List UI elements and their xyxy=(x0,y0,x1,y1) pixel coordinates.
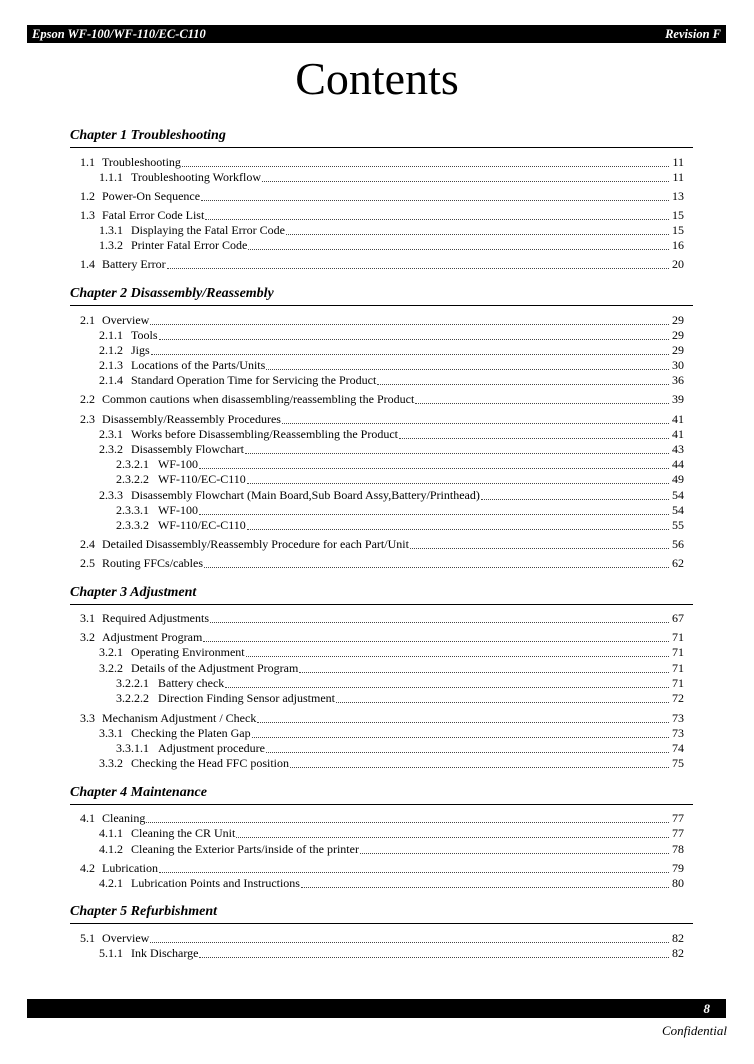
dot-leader xyxy=(199,468,669,469)
toc-entry-title: Disassembly/Reassembly Procedures xyxy=(102,412,281,426)
dot-leader xyxy=(301,887,669,888)
toc-entry-number: 1.4 xyxy=(80,257,95,271)
toc-entry-number: 2.3 xyxy=(80,412,95,426)
toc-entry-number: 2.2 xyxy=(80,392,95,406)
dot-leader xyxy=(336,702,669,703)
toc-entry[interactable] xyxy=(0,861,684,876)
toc-entry-number: 1.1.1 xyxy=(99,170,123,184)
toc-entry[interactable] xyxy=(0,726,684,741)
chapter-heading[interactable]: Chapter 3 Adjustment xyxy=(70,585,693,605)
toc-entry-title: Standard Operation Time for Servicing the Product xyxy=(131,373,377,387)
toc-entry-number: 3.3.1 xyxy=(99,726,123,740)
toc-entry-page: 77 xyxy=(672,826,684,840)
dot-leader xyxy=(246,656,669,657)
toc-entry[interactable] xyxy=(0,691,684,706)
toc-entry-page: 36 xyxy=(672,373,684,387)
toc-entry[interactable] xyxy=(0,676,684,691)
toc-entry-title: Battery check xyxy=(158,676,225,690)
toc-entry-page: 29 xyxy=(672,343,684,357)
toc-entry-page: 29 xyxy=(672,313,684,327)
toc-entry-number: 2.1.4 xyxy=(99,373,123,387)
toc-entry[interactable] xyxy=(0,343,684,358)
toc-entry-title: WF-110/EC-C110 xyxy=(158,472,246,486)
dot-leader xyxy=(252,737,669,738)
toc-entry[interactable] xyxy=(0,826,684,841)
dot-leader xyxy=(247,483,669,484)
dot-leader xyxy=(167,268,669,269)
toc-entry[interactable] xyxy=(0,373,684,388)
confidential-label: Confidential xyxy=(662,1023,727,1038)
toc-entry-page: 44 xyxy=(672,457,684,471)
toc-entry-title: Required Adjustments xyxy=(102,611,209,625)
toc-entry-number: 2.3.3 xyxy=(99,488,123,502)
toc-entry-page: 41 xyxy=(672,412,684,426)
dot-leader xyxy=(204,567,669,568)
revision-label: Revision F xyxy=(665,26,721,41)
toc-entry-page: 74 xyxy=(672,741,684,755)
toc-entry-page: 71 xyxy=(672,645,684,659)
toc-entry-page: 29 xyxy=(672,328,684,342)
toc-entry[interactable] xyxy=(0,358,684,373)
dot-leader xyxy=(299,672,669,673)
toc-entry-title: Works before Disassembling/Reassembling the Product xyxy=(131,427,398,441)
dot-leader xyxy=(282,423,669,424)
dot-leader xyxy=(150,942,669,943)
toc-entry[interactable] xyxy=(0,811,684,826)
toc-entry-page: 82 xyxy=(672,946,684,960)
dot-leader xyxy=(481,499,669,500)
toc-entry-number: 3.2.2 xyxy=(99,661,123,675)
toc-entry-page: 20 xyxy=(672,257,684,271)
dot-leader xyxy=(199,957,669,958)
toc-entry[interactable] xyxy=(0,457,684,472)
toc-entry-title: Routing FFCs/cables xyxy=(102,556,204,570)
toc-entry-title: Battery Error xyxy=(102,257,166,271)
toc-entry-number: 1.3 xyxy=(80,208,95,222)
toc-entry-page: 30 xyxy=(672,358,684,372)
toc-entry-title: WF-100 xyxy=(158,457,198,471)
dot-leader xyxy=(203,641,669,642)
toc-entry[interactable] xyxy=(0,503,684,518)
toc-entry[interactable] xyxy=(0,412,684,427)
toc-entry-title: Printer Fatal Error Code xyxy=(131,238,248,252)
toc-entry-number: 3.3 xyxy=(80,711,95,725)
toc-entry-page: 39 xyxy=(672,392,684,406)
toc-entry-title: Jigs xyxy=(131,343,150,357)
toc-entry-page: 15 xyxy=(672,208,684,222)
toc-entry-title: Details of the Adjustment Program xyxy=(131,661,299,675)
toc-entry[interactable] xyxy=(0,155,684,170)
toc-entry-page: 11 xyxy=(672,155,684,169)
toc-entry[interactable] xyxy=(0,661,684,676)
toc-entry-title: Checking the Head FFC position xyxy=(131,756,289,770)
toc-entry[interactable] xyxy=(0,238,684,253)
toc-entry[interactable] xyxy=(0,630,684,645)
toc-entry-number: 2.3.2 xyxy=(99,442,123,456)
toc-entry[interactable] xyxy=(0,645,684,660)
toc-entry-number: 1.3.2 xyxy=(99,238,123,252)
dot-leader xyxy=(290,767,669,768)
toc-entry-number: 3.3.1.1 xyxy=(116,741,149,755)
toc-entry-page: 67 xyxy=(672,611,684,625)
dot-leader xyxy=(257,722,669,723)
toc-entry-number: 4.1 xyxy=(80,811,95,825)
dot-leader xyxy=(182,166,670,167)
dot-leader xyxy=(266,752,669,753)
toc-entry-number: 2.3.2.2 xyxy=(116,472,149,486)
toc-entry-page: 54 xyxy=(672,488,684,502)
dot-leader xyxy=(159,872,669,873)
toc-entry-page: 43 xyxy=(672,442,684,456)
page-title: Contents xyxy=(295,53,459,104)
toc-entry-title: Common cautions when disassembling/reassembling the Product xyxy=(102,392,415,406)
dot-leader xyxy=(360,853,669,854)
dot-leader xyxy=(159,339,670,340)
chapter-heading[interactable]: Chapter 2 Disassembly/Reassembly xyxy=(70,286,693,306)
header-bar xyxy=(27,25,726,43)
toc-entry-page: 73 xyxy=(672,726,684,740)
dot-leader xyxy=(146,822,669,823)
toc-entry[interactable] xyxy=(0,223,684,238)
toc-entry[interactable] xyxy=(0,442,684,457)
dot-leader xyxy=(225,687,669,688)
toc-entry-number: 4.1.1 xyxy=(99,826,123,840)
toc-entry-number: 2.1.2 xyxy=(99,343,123,357)
toc-entry-number: 1.3.1 xyxy=(99,223,123,237)
toc-entry[interactable] xyxy=(0,946,684,961)
footer-bar xyxy=(27,999,726,1018)
toc-entry-title: Direction Finding Sensor adjustment xyxy=(158,691,335,705)
document-model-title: Epson WF-100/WF-110/EC-C110 xyxy=(32,26,206,41)
toc-entry[interactable] xyxy=(0,711,684,726)
toc-entry-page: 54 xyxy=(672,503,684,517)
toc-entry-page: 75 xyxy=(672,756,684,770)
toc-entry-page: 13 xyxy=(672,189,684,203)
toc-entry-number: 2.3.3.1 xyxy=(116,503,149,517)
toc-entry-page: 55 xyxy=(672,518,684,532)
dot-leader xyxy=(151,354,669,355)
toc-entry-title: Cleaning the CR Unit xyxy=(131,826,236,840)
toc-entry-number: 2.1.1 xyxy=(99,328,123,342)
toc-entry[interactable] xyxy=(0,611,684,626)
toc-entry-number: 2.1.3 xyxy=(99,358,123,372)
dot-leader xyxy=(410,548,669,549)
toc-entry[interactable] xyxy=(0,876,684,891)
dot-leader xyxy=(248,249,669,250)
toc-entry[interactable] xyxy=(0,472,684,487)
toc-entry-number: 5.1 xyxy=(80,931,95,945)
dot-leader xyxy=(262,181,669,182)
dot-leader xyxy=(150,324,669,325)
toc-entry-title: Disassembly Flowchart xyxy=(131,442,244,456)
chapter-heading[interactable]: Chapter 4 Maintenance xyxy=(70,785,693,805)
toc-entry-page: 77 xyxy=(672,811,684,825)
toc-entry-page: 56 xyxy=(672,537,684,551)
toc-entry-number: 4.1.2 xyxy=(99,842,123,856)
toc-entry-number: 3.2.2.1 xyxy=(116,676,149,690)
toc-entry[interactable] xyxy=(0,931,684,946)
toc-entry[interactable] xyxy=(0,427,684,442)
dot-leader xyxy=(377,384,669,385)
toc-entry-number: 1.1 xyxy=(80,155,95,169)
toc-entry-title: Adjustment procedure xyxy=(158,741,265,755)
toc-entry-title: Power-On Sequence xyxy=(102,189,201,203)
toc-entry-title: Locations of the Parts/Units xyxy=(131,358,266,372)
toc-entry-title: Ink Discharge xyxy=(131,946,199,960)
toc-entry[interactable] xyxy=(0,328,684,343)
toc-entry[interactable] xyxy=(0,556,684,571)
toc-entry-page: 62 xyxy=(672,556,684,570)
toc-entry-page: 78 xyxy=(672,842,684,856)
toc-entry-number: 1.2 xyxy=(80,189,95,203)
toc-entry-page: 41 xyxy=(672,427,684,441)
page-number: 8 xyxy=(703,1001,710,1016)
toc-entry-page: 71 xyxy=(672,630,684,644)
toc-entry-number: 2.1 xyxy=(80,313,95,327)
toc-entry-title: WF-110/EC-C110 xyxy=(158,518,246,532)
toc-entry-title: Tools xyxy=(131,328,158,342)
toc-entry-title: Troubleshooting xyxy=(102,155,181,169)
toc-entry-title: Fatal Error Code List xyxy=(102,208,205,222)
toc-entry-page: 80 xyxy=(672,876,684,890)
dot-leader xyxy=(236,837,669,838)
toc-entry-number: 5.1.1 xyxy=(99,946,123,960)
toc-entry[interactable] xyxy=(0,170,684,185)
toc-entry-title: WF-100 xyxy=(158,503,198,517)
toc-entry-title: Overview xyxy=(102,931,150,945)
toc-entry[interactable] xyxy=(0,741,684,756)
toc-entry-title: Cleaning xyxy=(102,811,146,825)
dot-leader xyxy=(399,438,669,439)
toc-entry-number: 2.5 xyxy=(80,556,95,570)
dot-leader xyxy=(266,369,669,370)
toc-entry-page: 71 xyxy=(672,661,684,675)
dot-leader xyxy=(201,200,669,201)
toc-entry-title: Checking the Platen Gap xyxy=(131,726,251,740)
toc-entry[interactable] xyxy=(0,208,684,223)
toc-entry-page: 16 xyxy=(672,238,684,252)
toc-entry-page: 73 xyxy=(672,711,684,725)
toc-entry-title: Adjustment Program xyxy=(102,630,203,644)
dot-leader xyxy=(205,219,669,220)
toc-entry-page: 72 xyxy=(672,691,684,705)
toc-entry[interactable] xyxy=(0,756,684,771)
toc-entry-number: 3.1 xyxy=(80,611,95,625)
toc-entry-page: 49 xyxy=(672,472,684,486)
toc-entry-title: Displaying the Fatal Error Code xyxy=(131,223,285,237)
toc-entry-number: 3.2 xyxy=(80,630,95,644)
toc-entry[interactable] xyxy=(0,518,684,533)
toc-entry-page: 15 xyxy=(672,223,684,237)
toc-entry-title: Disassembly Flowchart (Main Board,Sub Board Assy,Battery/Printhead) xyxy=(131,488,480,502)
toc-entry-number: 3.2.2.2 xyxy=(116,691,149,705)
dot-leader xyxy=(210,622,669,623)
toc-entry-number: 3.3.2 xyxy=(99,756,123,770)
toc-entry-title: Cleaning the Exterior Parts/inside of the printer xyxy=(131,842,359,856)
toc-entry-number: 4.2.1 xyxy=(99,876,123,890)
dot-leader xyxy=(245,453,669,454)
toc-entry-number: 2.3.3.2 xyxy=(116,518,149,532)
toc-entry[interactable] xyxy=(0,189,684,204)
toc-entry[interactable] xyxy=(0,257,684,272)
toc-entry-title: Troubleshooting Workflow xyxy=(131,170,262,184)
toc-entry[interactable] xyxy=(0,842,684,857)
toc-entry-title: Overview xyxy=(102,313,150,327)
chapter-heading[interactable]: Chapter 1 Troubleshooting xyxy=(70,128,693,148)
toc-entry-title: Mechanism Adjustment / Check xyxy=(102,711,257,725)
dot-leader xyxy=(286,234,669,235)
toc-entry-page: 79 xyxy=(672,861,684,875)
toc-entry-number: 4.2 xyxy=(80,861,95,875)
dot-leader xyxy=(247,529,669,530)
toc-entry[interactable] xyxy=(0,537,684,552)
toc-entry-title: Detailed Disassembly/Reassembly Procedure for each Part/Unit xyxy=(102,537,409,551)
toc-entry-number: 3.2.1 xyxy=(99,645,123,659)
chapter-heading[interactable]: Chapter 5 Refurbishment xyxy=(70,904,693,924)
dot-leader xyxy=(415,403,669,404)
toc-entry-title: Lubrication xyxy=(102,861,158,875)
toc-entry-number: 2.4 xyxy=(80,537,95,551)
toc-entry[interactable] xyxy=(0,392,684,407)
toc-entry-title: Operating Environment xyxy=(131,645,245,659)
toc-entry-page: 11 xyxy=(672,170,684,184)
toc-entry[interactable] xyxy=(0,313,684,328)
toc-entry-title: Lubrication Points and Instructions xyxy=(131,876,300,890)
toc-entry-page: 71 xyxy=(672,676,684,690)
toc-entry-number: 2.3.2.1 xyxy=(116,457,149,471)
toc-entry[interactable] xyxy=(0,488,684,503)
dot-leader xyxy=(199,514,669,515)
toc-entry-number: 2.3.1 xyxy=(99,427,123,441)
toc-entry-page: 82 xyxy=(672,931,684,945)
